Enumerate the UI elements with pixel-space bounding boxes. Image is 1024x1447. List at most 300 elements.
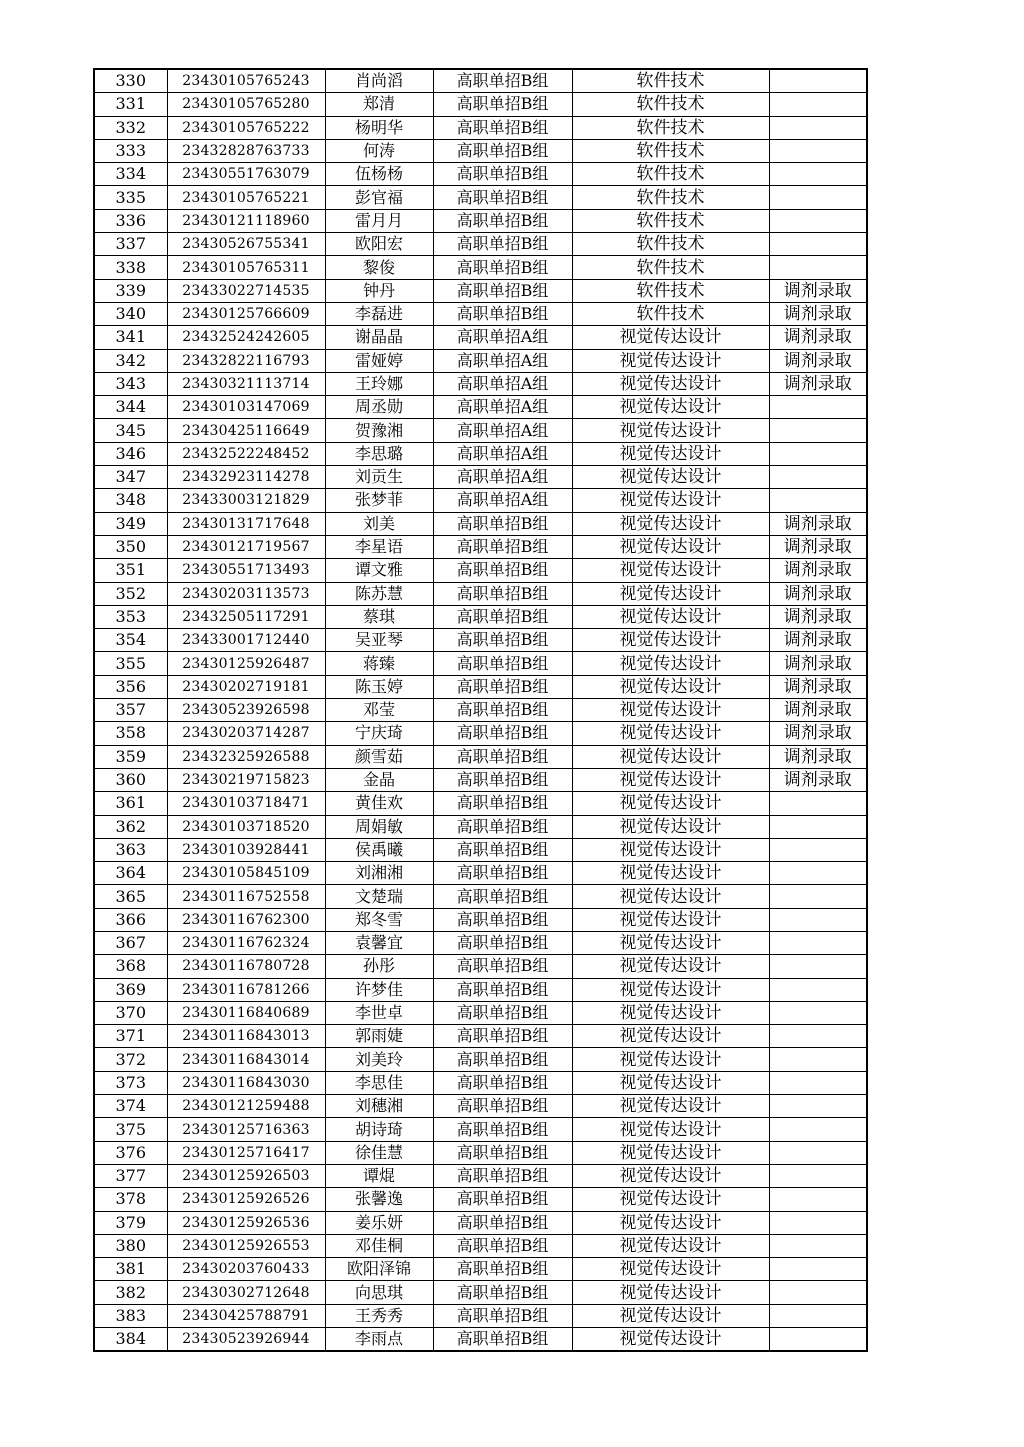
remark-cell (769, 1164, 867, 1187)
major-cell: 视觉传达设计 (572, 349, 769, 372)
admission-group-cell: 高职单招B组 (433, 93, 572, 116)
exam-id-cell: 23430105765311 (167, 256, 325, 279)
admission-group-cell: 高职单招B组 (433, 1188, 572, 1211)
table-row (94, 209, 867, 232)
remark-cell (769, 838, 867, 861)
admission-group-cell: 高职单招A组 (433, 442, 572, 465)
major-cell: 软件技术 (572, 69, 769, 93)
student-name-cell: 伍杨杨 (325, 163, 433, 186)
exam-id-cell: 23430125716417 (167, 1141, 325, 1164)
serial-number-cell: 345 (94, 419, 167, 442)
student-name-cell: 邓佳桐 (325, 1234, 433, 1257)
student-name-cell: 郑冬雪 (325, 908, 433, 931)
student-name-cell: 张馨逸 (325, 1188, 433, 1211)
admission-group-cell: 高职单招B组 (433, 815, 572, 838)
serial-number-cell: 377 (94, 1164, 167, 1187)
exam-id-cell: 23430425788791 (167, 1304, 325, 1327)
student-name-cell: 颜雪茹 (325, 745, 433, 768)
exam-id-cell: 23430121118960 (167, 209, 325, 232)
exam-id-cell: 23430105845109 (167, 862, 325, 885)
major-cell: 视觉传达设计 (572, 466, 769, 489)
remark-cell: 调剂录取 (769, 582, 867, 605)
serial-number-cell: 338 (94, 256, 167, 279)
table-row (94, 908, 867, 931)
admission-group-cell: 高职单招B组 (433, 1164, 572, 1187)
remark-cell (769, 1328, 867, 1352)
remark-cell (769, 186, 867, 209)
major-cell: 视觉传达设计 (572, 955, 769, 978)
remark-cell: 调剂录取 (769, 302, 867, 325)
serial-number-cell: 357 (94, 699, 167, 722)
remark-cell (769, 1001, 867, 1024)
major-cell: 软件技术 (572, 139, 769, 162)
major-cell: 软件技术 (572, 279, 769, 302)
serial-number-cell: 380 (94, 1234, 167, 1257)
student-name-cell: 胡诗琦 (325, 1118, 433, 1141)
student-name-cell: 黎俊 (325, 256, 433, 279)
table-row (94, 885, 867, 908)
major-cell: 视觉传达设计 (572, 885, 769, 908)
exam-id-cell: 23430125926487 (167, 652, 325, 675)
serial-number-cell: 330 (94, 69, 167, 93)
admission-group-cell: 高职单招A组 (433, 466, 572, 489)
major-cell: 软件技术 (572, 256, 769, 279)
exam-id-cell: 23432822116793 (167, 349, 325, 372)
major-cell: 视觉传达设计 (572, 652, 769, 675)
table-row (94, 1164, 867, 1187)
major-cell: 视觉传达设计 (572, 512, 769, 535)
table-row (94, 1118, 867, 1141)
remark-cell (769, 792, 867, 815)
table-row (94, 838, 867, 861)
major-cell: 软件技术 (572, 302, 769, 325)
serial-number-cell: 355 (94, 652, 167, 675)
student-name-cell: 刘湘湘 (325, 862, 433, 885)
table-row (94, 489, 867, 512)
major-cell: 视觉传达设计 (572, 1141, 769, 1164)
admission-group-cell: 高职单招A组 (433, 419, 572, 442)
admission-group-cell: 高职单招B组 (433, 955, 572, 978)
major-cell: 视觉传达设计 (572, 978, 769, 1001)
student-name-cell: 杨明华 (325, 116, 433, 139)
remark-cell: 调剂录取 (769, 326, 867, 349)
major-cell: 软件技术 (572, 93, 769, 116)
student-name-cell: 李星语 (325, 535, 433, 558)
serial-number-cell: 333 (94, 139, 167, 162)
exam-id-cell: 23433022714535 (167, 279, 325, 302)
serial-number-cell: 335 (94, 186, 167, 209)
remark-cell: 调剂录取 (769, 699, 867, 722)
table-row (94, 722, 867, 745)
serial-number-cell: 359 (94, 745, 167, 768)
table-row (94, 559, 867, 582)
serial-number-cell: 364 (94, 862, 167, 885)
major-cell: 视觉传达设计 (572, 1211, 769, 1234)
serial-number-cell: 354 (94, 629, 167, 652)
remark-cell: 调剂录取 (769, 768, 867, 791)
exam-id-cell: 23430116843030 (167, 1071, 325, 1094)
student-name-cell: 李思佳 (325, 1071, 433, 1094)
exam-id-cell: 23430116840689 (167, 1001, 325, 1024)
serial-number-cell: 348 (94, 489, 167, 512)
exam-id-cell: 23430116752558 (167, 885, 325, 908)
table-row (94, 69, 867, 93)
remark-cell (769, 93, 867, 116)
admission-group-cell: 高职单招B组 (433, 792, 572, 815)
table-row (94, 699, 867, 722)
serial-number-cell: 368 (94, 955, 167, 978)
exam-id-cell: 23432828763733 (167, 139, 325, 162)
remark-cell (769, 466, 867, 489)
table-row (94, 768, 867, 791)
exam-id-cell: 23430116780728 (167, 955, 325, 978)
student-name-cell: 金晶 (325, 768, 433, 791)
major-cell: 软件技术 (572, 209, 769, 232)
table-row (94, 745, 867, 768)
serial-number-cell: 363 (94, 838, 167, 861)
serial-number-cell: 340 (94, 302, 167, 325)
remark-cell (769, 396, 867, 419)
admission-group-cell: 高职单招A组 (433, 326, 572, 349)
major-cell: 视觉传达设计 (572, 768, 769, 791)
admission-group-cell: 高职单招B组 (433, 745, 572, 768)
admission-group-cell: 高职单招B组 (433, 768, 572, 791)
remark-cell (769, 1234, 867, 1257)
student-name-cell: 蒋臻 (325, 652, 433, 675)
admission-group-cell: 高职单招B组 (433, 163, 572, 186)
remark-cell: 调剂录取 (769, 605, 867, 628)
student-name-cell: 向思琪 (325, 1281, 433, 1304)
exam-id-cell: 23430105765243 (167, 69, 325, 93)
student-name-cell: 李磊进 (325, 302, 433, 325)
remark-cell (769, 1258, 867, 1281)
remark-cell (769, 1095, 867, 1118)
exam-id-cell: 23430103147069 (167, 396, 325, 419)
major-cell: 视觉传达设计 (572, 1188, 769, 1211)
serial-number-cell: 367 (94, 931, 167, 954)
table-row (94, 139, 867, 162)
table-row (94, 349, 867, 372)
remark-cell (769, 256, 867, 279)
major-cell: 软件技术 (572, 163, 769, 186)
major-cell: 软件技术 (572, 116, 769, 139)
major-cell: 视觉传达设计 (572, 1118, 769, 1141)
table-row (94, 1281, 867, 1304)
serial-number-cell: 366 (94, 908, 167, 931)
serial-number-cell: 337 (94, 233, 167, 256)
exam-id-cell: 23433001712440 (167, 629, 325, 652)
major-cell: 视觉传达设计 (572, 1164, 769, 1187)
student-name-cell: 侯禹曦 (325, 838, 433, 861)
table-row (94, 862, 867, 885)
major-cell: 视觉传达设计 (572, 862, 769, 885)
table-row (94, 279, 867, 302)
remark-cell (769, 419, 867, 442)
admission-group-cell: 高职单招B组 (433, 1048, 572, 1071)
student-name-cell: 雷娅婷 (325, 349, 433, 372)
table-body (94, 69, 867, 1351)
table-row (94, 256, 867, 279)
remark-cell (769, 1025, 867, 1048)
serial-number-cell: 336 (94, 209, 167, 232)
major-cell: 视觉传达设计 (572, 792, 769, 815)
major-cell: 视觉传达设计 (572, 559, 769, 582)
remark-cell: 调剂录取 (769, 279, 867, 302)
exam-id-cell: 23430105765221 (167, 186, 325, 209)
major-cell: 视觉传达设计 (572, 931, 769, 954)
admission-group-cell: 高职单招B组 (433, 652, 572, 675)
exam-id-cell: 23430103928441 (167, 838, 325, 861)
student-name-cell: 刘美玲 (325, 1048, 433, 1071)
exam-id-cell: 23430219715823 (167, 768, 325, 791)
exam-id-cell: 23430116843013 (167, 1025, 325, 1048)
student-name-cell: 黄佳欢 (325, 792, 433, 815)
table-row (94, 419, 867, 442)
admission-group-cell: 高职单招A组 (433, 489, 572, 512)
remark-cell (769, 233, 867, 256)
serial-number-cell: 362 (94, 815, 167, 838)
serial-number-cell: 350 (94, 535, 167, 558)
admission-group-cell: 高职单招B组 (433, 582, 572, 605)
student-name-cell: 徐佳慧 (325, 1141, 433, 1164)
remark-cell: 调剂录取 (769, 349, 867, 372)
remark-cell (769, 139, 867, 162)
serial-number-cell: 381 (94, 1258, 167, 1281)
remark-cell (769, 815, 867, 838)
serial-number-cell: 351 (94, 559, 167, 582)
exam-id-cell: 23430105765280 (167, 93, 325, 116)
remark-cell (769, 885, 867, 908)
table-row (94, 326, 867, 349)
serial-number-cell: 349 (94, 512, 167, 535)
exam-id-cell: 23430425116649 (167, 419, 325, 442)
admission-group-cell: 高职单招B组 (433, 512, 572, 535)
admission-group-cell: 高职单招B组 (433, 139, 572, 162)
remark-cell (769, 1118, 867, 1141)
serial-number-cell: 353 (94, 605, 167, 628)
remark-cell (769, 931, 867, 954)
remark-cell: 调剂录取 (769, 745, 867, 768)
student-name-cell: 吴亚琴 (325, 629, 433, 652)
student-name-cell: 周娟敏 (325, 815, 433, 838)
serial-number-cell: 372 (94, 1048, 167, 1071)
table-row (94, 978, 867, 1001)
student-name-cell: 谢晶晶 (325, 326, 433, 349)
exam-id-cell: 23433003121829 (167, 489, 325, 512)
student-name-cell: 李思璐 (325, 442, 433, 465)
student-name-cell: 刘美 (325, 512, 433, 535)
table-row (94, 396, 867, 419)
table-row (94, 1234, 867, 1257)
admission-group-cell: 高职单招B组 (433, 1095, 572, 1118)
admission-group-cell: 高职单招B组 (433, 302, 572, 325)
major-cell: 视觉传达设计 (572, 1095, 769, 1118)
exam-id-cell: 23430125766609 (167, 302, 325, 325)
table-row (94, 1258, 867, 1281)
remark-cell (769, 1071, 867, 1094)
major-cell: 视觉传达设计 (572, 699, 769, 722)
student-name-cell: 欧阳泽锦 (325, 1258, 433, 1281)
admission-group-cell: 高职单招B组 (433, 699, 572, 722)
serial-number-cell: 370 (94, 1001, 167, 1024)
table-row (94, 1211, 867, 1234)
remark-cell: 调剂录取 (769, 512, 867, 535)
admission-list-table (93, 68, 868, 1352)
serial-number-cell: 384 (94, 1328, 167, 1352)
table-row (94, 1095, 867, 1118)
table-row (94, 116, 867, 139)
serial-number-cell: 334 (94, 163, 167, 186)
admission-group-cell: 高职单招B组 (433, 605, 572, 628)
student-name-cell: 孙彤 (325, 955, 433, 978)
remark-cell (769, 116, 867, 139)
serial-number-cell: 344 (94, 396, 167, 419)
admission-group-cell: 高职单招B组 (433, 279, 572, 302)
serial-number-cell: 358 (94, 722, 167, 745)
remark-cell (769, 955, 867, 978)
exam-id-cell: 23430116781266 (167, 978, 325, 1001)
student-name-cell: 张梦菲 (325, 489, 433, 512)
exam-id-cell: 23430125926503 (167, 1164, 325, 1187)
remark-cell (769, 1211, 867, 1234)
exam-id-cell: 23430103718471 (167, 792, 325, 815)
admission-group-cell: 高职单招B组 (433, 1328, 572, 1352)
admission-group-cell: 高职单招A组 (433, 349, 572, 372)
exam-id-cell: 23430116762324 (167, 931, 325, 954)
admission-group-cell: 高职单招B组 (433, 535, 572, 558)
exam-id-cell: 23430121259488 (167, 1095, 325, 1118)
admission-group-cell: 高职单招B组 (433, 862, 572, 885)
major-cell: 视觉传达设计 (572, 396, 769, 419)
remark-cell: 调剂录取 (769, 675, 867, 698)
student-name-cell: 王秀秀 (325, 1304, 433, 1327)
serial-number-cell: 382 (94, 1281, 167, 1304)
admission-group-cell: 高职单招B组 (433, 1071, 572, 1094)
major-cell: 视觉传达设计 (572, 1071, 769, 1094)
table-row (94, 1001, 867, 1024)
remark-cell: 调剂录取 (769, 372, 867, 395)
exam-id-cell: 23432923114278 (167, 466, 325, 489)
admission-group-cell: 高职单招B组 (433, 209, 572, 232)
table-row (94, 1141, 867, 1164)
student-name-cell: 许梦佳 (325, 978, 433, 1001)
table-row (94, 466, 867, 489)
major-cell: 视觉传达设计 (572, 722, 769, 745)
serial-number-cell: 341 (94, 326, 167, 349)
student-name-cell: 周丞勋 (325, 396, 433, 419)
exam-id-cell: 23432505117291 (167, 605, 325, 628)
student-name-cell: 陈玉婷 (325, 675, 433, 698)
admission-group-cell: 高职单招B组 (433, 69, 572, 93)
exam-id-cell: 23430203714287 (167, 722, 325, 745)
table-row (94, 582, 867, 605)
exam-id-cell: 23430125716363 (167, 1118, 325, 1141)
admission-group-cell: 高职单招B组 (433, 838, 572, 861)
table-row (94, 1071, 867, 1094)
serial-number-cell: 371 (94, 1025, 167, 1048)
remark-cell (769, 1188, 867, 1211)
admission-group-cell: 高职单招A组 (433, 372, 572, 395)
student-name-cell: 刘穗湘 (325, 1095, 433, 1118)
student-name-cell: 文楚瑞 (325, 885, 433, 908)
admission-group-cell: 高职单招B组 (433, 1304, 572, 1327)
serial-number-cell: 356 (94, 675, 167, 698)
major-cell: 视觉传达设计 (572, 745, 769, 768)
major-cell: 视觉传达设计 (572, 582, 769, 605)
admission-group-cell: 高职单招B组 (433, 1001, 572, 1024)
serial-number-cell: 373 (94, 1071, 167, 1094)
serial-number-cell: 331 (94, 93, 167, 116)
remark-cell (769, 1304, 867, 1327)
serial-number-cell: 378 (94, 1188, 167, 1211)
remark-cell (769, 442, 867, 465)
student-name-cell: 雷月月 (325, 209, 433, 232)
major-cell: 视觉传达设计 (572, 1304, 769, 1327)
major-cell: 视觉传达设计 (572, 675, 769, 698)
remark-cell (769, 862, 867, 885)
student-name-cell: 钟丹 (325, 279, 433, 302)
exam-id-cell: 23430321113714 (167, 372, 325, 395)
admission-group-cell: 高职单招A组 (433, 396, 572, 419)
table-row (94, 512, 867, 535)
major-cell: 视觉传达设计 (572, 1258, 769, 1281)
exam-id-cell: 23430125926536 (167, 1211, 325, 1234)
admission-group-cell: 高职单招B组 (433, 885, 572, 908)
major-cell: 视觉传达设计 (572, 1281, 769, 1304)
major-cell: 视觉传达设计 (572, 908, 769, 931)
student-name-cell: 刘贡生 (325, 466, 433, 489)
exam-id-cell: 23430551713493 (167, 559, 325, 582)
exam-id-cell: 23430202719181 (167, 675, 325, 698)
remark-cell: 调剂录取 (769, 629, 867, 652)
table-row (94, 372, 867, 395)
exam-id-cell: 23430526755341 (167, 233, 325, 256)
serial-number-cell: 365 (94, 885, 167, 908)
serial-number-cell: 374 (94, 1095, 167, 1118)
student-name-cell: 欧阳宏 (325, 233, 433, 256)
exam-id-cell: 23430523926598 (167, 699, 325, 722)
student-name-cell: 彭官福 (325, 186, 433, 209)
serial-number-cell: 376 (94, 1141, 167, 1164)
admission-group-cell: 高职单招B组 (433, 1141, 572, 1164)
table-row (94, 302, 867, 325)
exam-id-cell: 23430125926553 (167, 1234, 325, 1257)
exam-id-cell: 23430125926526 (167, 1188, 325, 1211)
exam-id-cell: 23430551763079 (167, 163, 325, 186)
remark-cell (769, 1141, 867, 1164)
student-name-cell: 蔡琪 (325, 605, 433, 628)
table-row (94, 815, 867, 838)
table-row (94, 442, 867, 465)
exam-id-cell: 23430203113573 (167, 582, 325, 605)
exam-id-cell: 23430523926944 (167, 1328, 325, 1352)
serial-number-cell: 361 (94, 792, 167, 815)
major-cell: 视觉传达设计 (572, 1234, 769, 1257)
remark-cell: 调剂录取 (769, 535, 867, 558)
table-row (94, 233, 867, 256)
admission-group-cell: 高职单招B组 (433, 675, 572, 698)
major-cell: 视觉传达设计 (572, 442, 769, 465)
exam-id-cell: 23432522248452 (167, 442, 325, 465)
exam-id-cell: 23430116843014 (167, 1048, 325, 1071)
remark-cell (769, 908, 867, 931)
admission-group-cell: 高职单招B组 (433, 233, 572, 256)
admission-group-cell: 高职单招B组 (433, 978, 572, 1001)
remark-cell (769, 489, 867, 512)
table-row (94, 955, 867, 978)
serial-number-cell: 383 (94, 1304, 167, 1327)
major-cell: 视觉传达设计 (572, 489, 769, 512)
